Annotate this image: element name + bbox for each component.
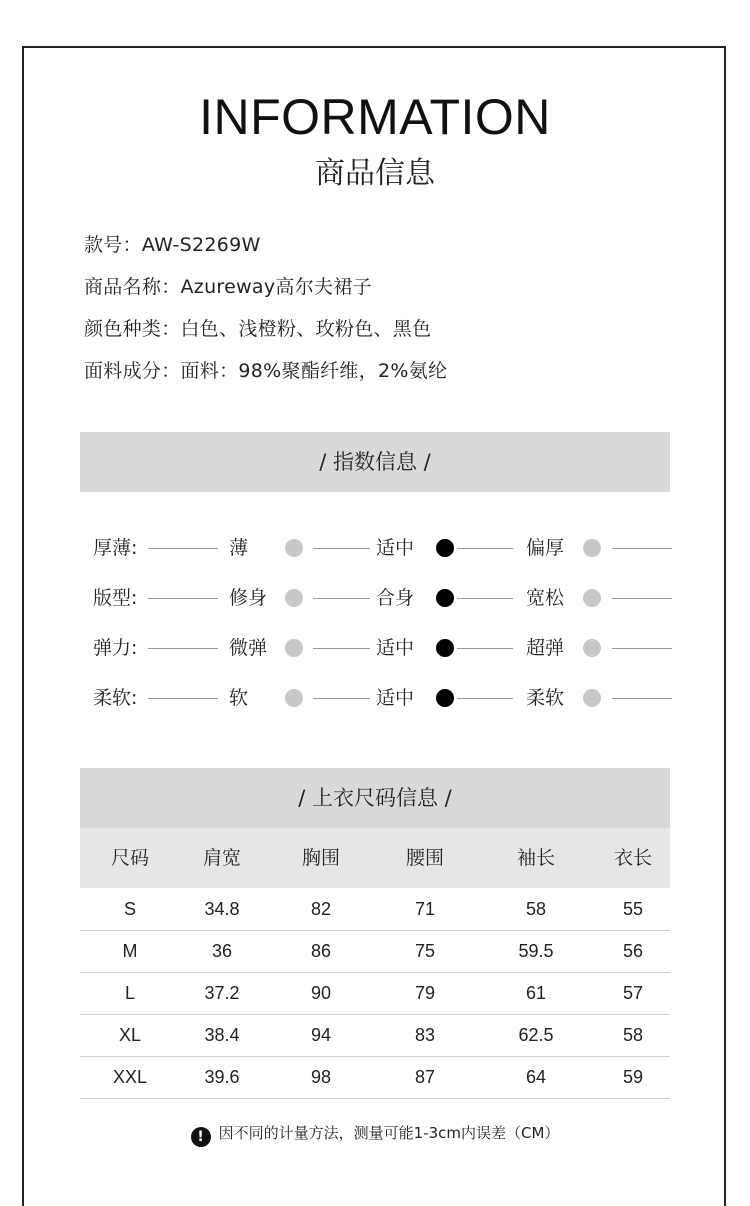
- cell-waist: 87: [414, 1067, 436, 1087]
- cell-shoulder: 39.6: [204, 1067, 240, 1087]
- connector-line: [148, 548, 218, 549]
- cell-shoulder: 34.8: [204, 899, 240, 919]
- info-fabric: 面料成分：面料：98%聚酯纤维，2%氨纶: [84, 360, 448, 382]
- unselected-dot-icon: [285, 589, 303, 607]
- connector-line: [612, 648, 672, 649]
- cell-length: 55: [622, 899, 644, 919]
- exclamation-icon: !: [191, 1127, 211, 1147]
- measurement-note: [0, 1122, 750, 1147]
- cell-waist: 75: [414, 941, 436, 961]
- connector-line: [457, 648, 513, 649]
- note-text: 因不同的计量方法，测量可能1-3cm内误差（CM）: [218, 1124, 560, 1142]
- index-row: [0, 583, 750, 613]
- unselected-dot-icon: [285, 539, 303, 557]
- connector-line: [457, 548, 513, 549]
- connector-line: [612, 698, 672, 699]
- cell-sleeve: 64: [525, 1067, 547, 1087]
- cell-chest: 90: [310, 983, 332, 1003]
- cell-sleeve: 62.5: [518, 1025, 554, 1045]
- cell-size: M: [122, 941, 138, 961]
- size-table-header: [80, 828, 670, 888]
- table-row: [80, 1056, 670, 1099]
- selected-dot-icon: [436, 639, 454, 657]
- cell-shoulder: 38.4: [204, 1025, 240, 1045]
- index-label: 弹力:: [93, 637, 138, 659]
- title-chinese: 商品信息: [315, 156, 435, 191]
- info-colors: 颜色种类：白色、浅橙粉、玫粉色、黑色: [84, 318, 432, 340]
- index-option: 修身: [229, 587, 268, 609]
- connector-line: [457, 698, 513, 699]
- connector-line: [148, 598, 218, 599]
- info-product-name: 商品名称：Azureway高尔夫裙子: [84, 276, 372, 298]
- cell-length: 58: [622, 1025, 644, 1045]
- connector-line: [148, 648, 218, 649]
- index-option: 合身: [376, 587, 415, 609]
- cell-shoulder: 37.2: [204, 983, 240, 1003]
- cell-waist: 79: [414, 983, 436, 1003]
- index-label: 版型:: [93, 587, 138, 609]
- connector-line: [313, 548, 370, 549]
- cell-length: 57: [622, 983, 644, 1003]
- unselected-dot-icon: [285, 639, 303, 657]
- index-option: 偏厚: [526, 537, 565, 559]
- title-english: INFORMATION: [199, 89, 551, 145]
- connector-line: [313, 598, 370, 599]
- unselected-dot-icon: [583, 589, 601, 607]
- selected-dot-icon: [436, 689, 454, 707]
- unselected-dot-icon: [583, 689, 601, 707]
- cell-chest: 82: [310, 899, 332, 919]
- index-option: 薄: [229, 537, 249, 559]
- info-style-number: 款号：AW-S2269W: [84, 234, 261, 256]
- index-option: 宽松: [526, 587, 565, 609]
- cell-length: 56: [622, 941, 644, 961]
- unselected-dot-icon: [583, 639, 601, 657]
- cell-size: L: [124, 983, 135, 1003]
- index-row: [0, 633, 750, 663]
- table-row: [80, 888, 670, 931]
- cell-size: XL: [118, 1025, 142, 1045]
- connector-line: [148, 698, 218, 699]
- header-waist: 腰围: [405, 847, 444, 869]
- table-row: [80, 930, 670, 973]
- cell-waist: 83: [414, 1025, 436, 1045]
- selected-dot-icon: [436, 539, 454, 557]
- index-section-title: / 指数信息 /: [80, 432, 670, 492]
- connector-line: [457, 598, 513, 599]
- connector-line: [313, 648, 370, 649]
- index-label: 柔软:: [93, 687, 138, 709]
- index-option: 适中: [376, 687, 415, 709]
- index-option: 柔软: [526, 687, 565, 709]
- index-row: [0, 683, 750, 713]
- header-shoulder: 肩宽: [202, 847, 241, 869]
- unselected-dot-icon: [583, 539, 601, 557]
- table-row: [80, 1014, 670, 1057]
- connector-line: [313, 698, 370, 699]
- header-sleeve: 袖长: [516, 847, 555, 869]
- product-info: [84, 230, 447, 398]
- cell-chest: 86: [310, 941, 332, 961]
- table-row: [80, 972, 670, 1015]
- index-option: 超弹: [526, 637, 565, 659]
- cell-sleeve: 61: [525, 983, 547, 1003]
- cell-chest: 94: [310, 1025, 332, 1045]
- header-size: 尺码: [110, 847, 149, 869]
- cell-size: XXL: [112, 1067, 148, 1087]
- header-chest: 胸围: [301, 847, 340, 869]
- cell-size: S: [123, 899, 136, 919]
- cell-chest: 98: [310, 1067, 332, 1087]
- index-option: 适中: [376, 537, 415, 559]
- index-row: [0, 533, 750, 563]
- cell-waist: 71: [414, 899, 436, 919]
- index-option: 软: [229, 687, 249, 709]
- size-section-title: / 上衣尺码信息 /: [80, 768, 670, 828]
- index-option: 适中: [376, 637, 415, 659]
- index-option: 微弹: [229, 637, 268, 659]
- selected-dot-icon: [436, 589, 454, 607]
- index-label: 厚薄:: [93, 537, 138, 559]
- unselected-dot-icon: [285, 689, 303, 707]
- connector-line: [612, 598, 672, 599]
- connector-line: [612, 548, 672, 549]
- cell-shoulder: 36: [211, 941, 233, 961]
- header-length: 衣长: [613, 847, 652, 869]
- cell-sleeve: 58: [525, 899, 547, 919]
- cell-sleeve: 59.5: [518, 941, 554, 961]
- cell-length: 59: [622, 1067, 644, 1087]
